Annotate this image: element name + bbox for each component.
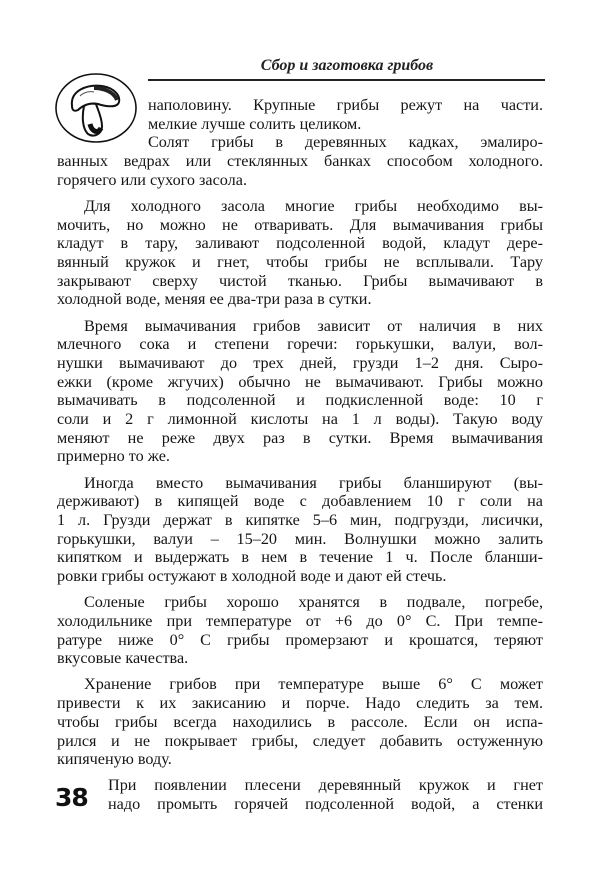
text-line: ратуре ниже 0° С грибы промерзают и крошатся, теряют [57,630,543,649]
text-line: ежки (кроме жгучих) обычно не вымачивают. Грибы можно [57,372,543,391]
text-line: Соленые грибы хорошо хранятся в подвале, погребе, [84,593,543,612]
text-line: меняют не реже двух раз в сутки. Время вымачивания [57,428,543,447]
text-line: горькушки, валуи – 15–20 мин. Волнушки можно залить [57,529,543,548]
text-line: ровки грибы остужают в холодной воде и дают ей стечь. [57,567,447,585]
paragraph [57,593,543,668]
text-line: соли и 2 г лимонной кислоты на 1 л воды). Такую воду [57,410,543,428]
text-line: Солят грибы в деревянных кадках, эмалиро- [148,133,543,152]
text-line: вкусовые качества. [57,649,189,668]
paragraph [57,96,543,133]
text-line: Время вымачивания грибов зависит от наличия в них [84,316,543,335]
text-line: Для холодного засола многие грибы необходимо вы- [84,196,543,215]
text-line: При появлении плесени деревянный кружок и гнет [108,776,543,795]
text-line: мочить, но можно не отваривать. Для вымачивания грибы [57,215,543,234]
text-line: рился и не покрывает грибы, следует добавить остуженную [57,731,543,750]
paragraph [57,133,543,189]
running-head-title: Сбор и заготовка грибов [260,57,434,74]
text-line: вянный кружок и гнет, чтобы грибы не всплывали. Тару [57,253,543,271]
text-line: примерно то же. [57,447,170,466]
paragraph [57,474,543,586]
text-line: холодной воде, меняя ее два-три раза в сутки. [57,290,372,309]
text-line: млечного сока и степени горечи: горькушки, валуи, вол- [57,335,543,354]
text-line: закрывают сверху чистой тканью. Грибы вымачивают в [57,271,543,290]
text-line: кладут в тару, заливают подсоленной водой, кладут дере- [57,234,543,253]
text-line: чтобы грибы всегда находились в рассоле. Если он испа- [57,712,543,731]
text-line: холодильнике при температуре от +6 до 0° С. При темпе- [57,611,543,630]
text-line: Иногда вместо вымачивания грибы бланшируют (вы- [84,473,543,492]
text-line: нушки вымачивают до трех дней, грузди 1–2 дня. Сыро- [57,353,543,372]
text-line: мелкие лучше солить целиком. [148,114,362,133]
text-line: надо промыть горячей подсоленной водой, а стенки [108,795,543,814]
text-line: кипятком и выдержать в нем в течение 1 ч. После бланши- [57,548,543,567]
paragraph [57,776,543,813]
text-line: держивают) в кипящей воде с добавлением 10 г соли на [57,492,543,511]
paragraph [57,675,543,768]
text-line: горячего или сухого засола. [57,170,247,189]
text-line: ванных ведрах или стеклянных банках способом холодного. [57,152,543,171]
text-line: 1 л. Грузди держат в кипятке 5–6 мин, подгрузди, лисички, [57,510,543,529]
text-line: наполовину. Крупные грибы режут на части. [148,96,543,114]
text-line: вымачивать в подсоленной и подкисленной воде: 10 г [57,391,543,410]
text-line: кипяченую воду. [57,750,172,769]
paragraph [57,317,543,467]
paragraph [57,197,543,309]
text-line: Хранение грибов при температуре выше 6° С может [84,675,543,694]
page-number: 38 [55,783,88,812]
header-rule [148,79,545,81]
body-text [57,96,543,814]
text-line: привести к их закисанию и порче. Надо следить за тем. [57,694,543,713]
